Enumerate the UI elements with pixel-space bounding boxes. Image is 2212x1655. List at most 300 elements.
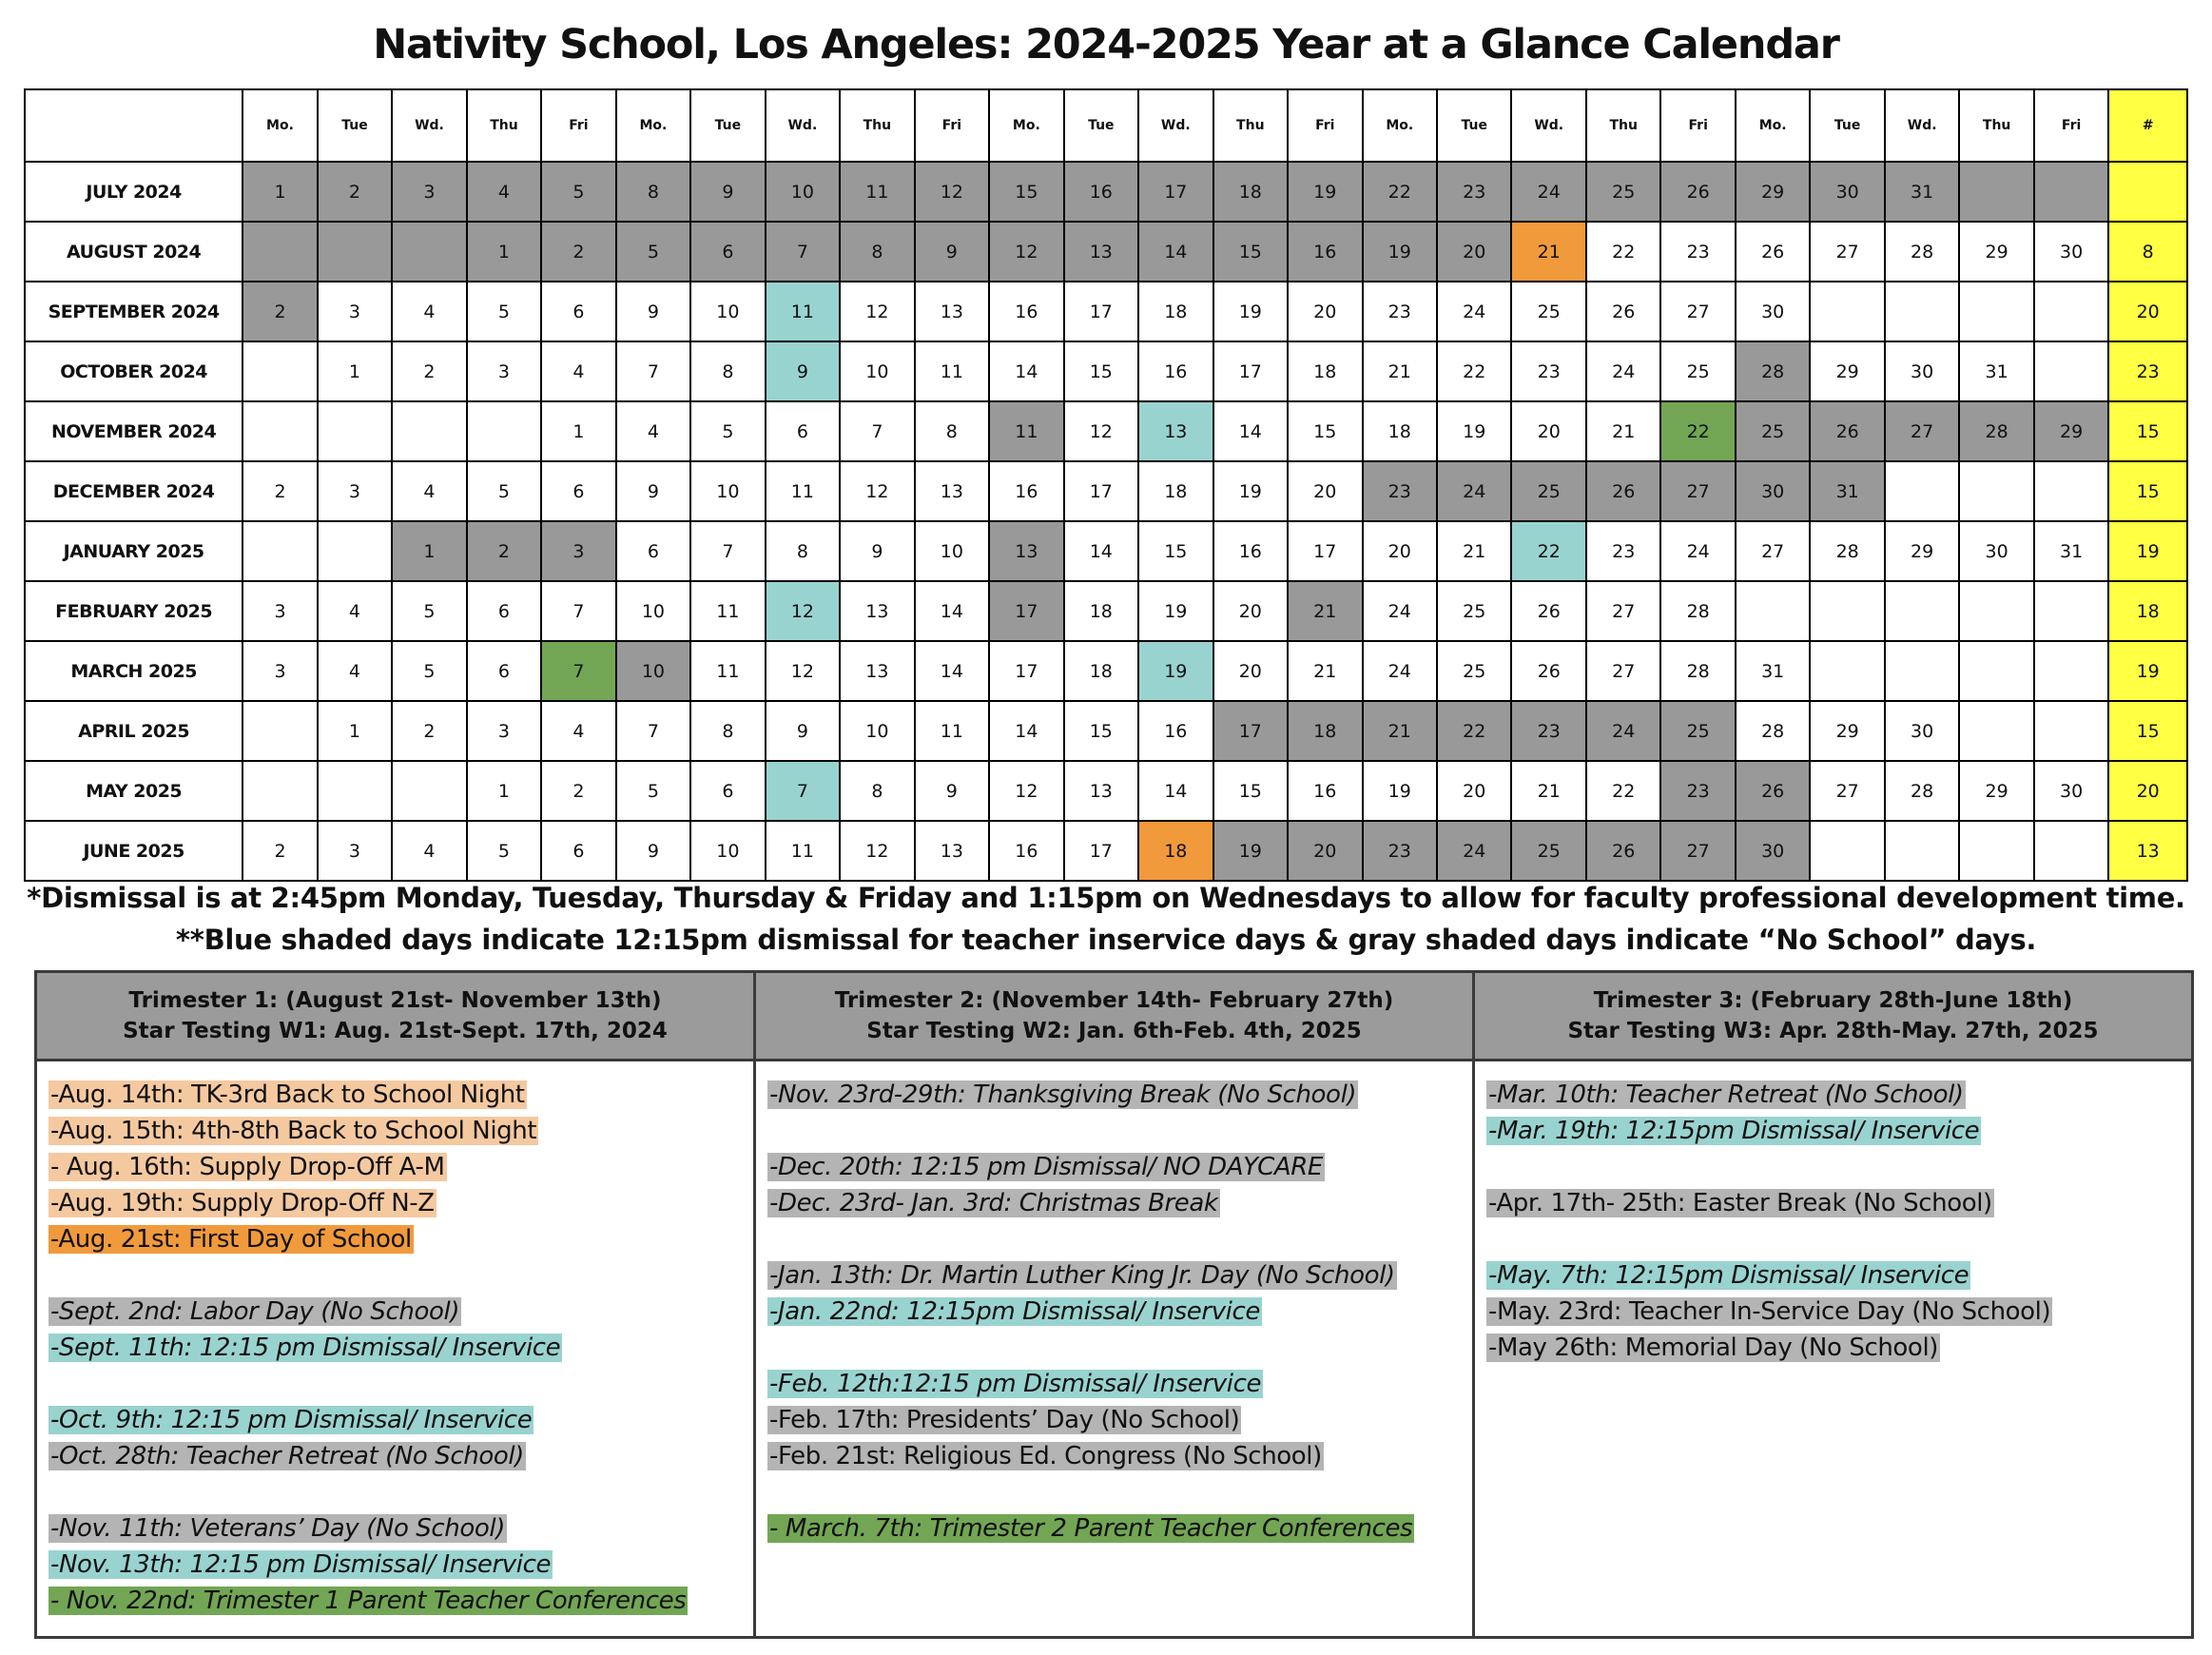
day-cell: 10 [840, 341, 914, 401]
weekday-header: Wd. [766, 89, 840, 162]
event-text: -Jan. 22nd: 12:15pm Dismissal/ Inservice [769, 1297, 1260, 1326]
day-cell: 21 [1511, 761, 1585, 821]
event-text: -Apr. 17th- 25th: Easter Break (No School) [1488, 1189, 1992, 1217]
day-cell: 4 [541, 701, 615, 761]
day-cell: 3 [318, 821, 392, 881]
month-label: APRIL 2025 [25, 701, 243, 761]
day-cell: 4 [318, 581, 392, 641]
calendar-corner-cell [25, 89, 243, 162]
day-cell: 23 [1511, 341, 1585, 401]
day-cell: 23 [1660, 761, 1735, 821]
weekday-header: Tue [1810, 89, 1884, 162]
day-cell: 12 [989, 222, 1063, 282]
day-cell: 28 [1885, 761, 1959, 821]
day-cell: 2 [243, 821, 317, 881]
day-cell [1959, 581, 2033, 641]
day-cell: 17 [1213, 341, 1288, 401]
event-line [49, 1366, 742, 1402]
day-cell: 31 [1736, 641, 1810, 701]
day-cell: 16 [1288, 761, 1362, 821]
event-text: -Jan. 13th: Dr. Martin Luther King Jr. Day (No School) [769, 1261, 1395, 1290]
day-cell: 3 [243, 641, 317, 701]
day-cell: 7 [766, 222, 840, 282]
weekday-header: Mo. [243, 89, 317, 162]
day-cell: 6 [690, 761, 765, 821]
event-line [767, 1402, 1461, 1438]
month-row [25, 401, 2187, 461]
day-cell: 30 [1885, 701, 1959, 761]
month-label: MARCH 2025 [25, 641, 243, 701]
day-cell: 10 [840, 701, 914, 761]
event-line [49, 1257, 742, 1294]
day-cell: 1 [541, 401, 615, 461]
day-cell: 27 [1810, 761, 1884, 821]
day-cell: 13 [989, 521, 1063, 581]
day-cell: 16 [989, 821, 1063, 881]
day-cell: 18 [1138, 282, 1213, 341]
trimester-2-header [755, 972, 1474, 1061]
event-line [49, 1330, 742, 1366]
day-cell: 21 [1363, 341, 1437, 401]
weekday-header: Thu [1959, 89, 2033, 162]
day-cell: 30 [1736, 282, 1810, 341]
day-cell: 6 [541, 461, 615, 521]
day-cell: 20 [1288, 821, 1362, 881]
day-cell: 2 [541, 222, 615, 282]
month-school-day-count: 8 [2108, 222, 2187, 282]
event-line [767, 1366, 1461, 1402]
day-cell: 5 [392, 641, 466, 701]
trimester-3-events [1474, 1061, 2193, 1638]
month-school-day-count: 20 [2108, 761, 2187, 821]
weekday-header: Mo. [616, 89, 690, 162]
month-label: SEPTEMBER 2024 [25, 282, 243, 341]
event-line [767, 1474, 1461, 1510]
day-cell: 1 [467, 222, 541, 282]
day-cell: 25 [1437, 641, 1511, 701]
weekday-header: Tue [1064, 89, 1138, 162]
day-cell: 4 [392, 461, 466, 521]
month-label: JULY 2024 [25, 162, 243, 222]
day-cell: 13 [840, 641, 914, 701]
day-cell: 18 [1288, 341, 1362, 401]
day-cell [2034, 701, 2108, 761]
day-cell: 9 [915, 222, 989, 282]
day-cell: 12 [840, 821, 914, 881]
day-cell: 21 [1288, 641, 1362, 701]
weekday-header: Tue [1437, 89, 1511, 162]
event-text: - Aug. 16th: Supply Drop-Off A-M [50, 1153, 445, 1181]
day-cell: 23 [1363, 821, 1437, 881]
event-line [49, 1402, 742, 1438]
day-cell: 13 [915, 282, 989, 341]
day-cell: 19 [1363, 222, 1437, 282]
day-cell: 9 [616, 282, 690, 341]
day-cell: 1 [243, 162, 317, 222]
day-cell: 8 [616, 162, 690, 222]
day-cell: 29 [1959, 761, 2033, 821]
day-cell: 3 [467, 701, 541, 761]
day-cell: 7 [616, 341, 690, 401]
month-row [25, 761, 2187, 821]
event-text: -May 26th: Memorial Day (No School) [1488, 1334, 1939, 1362]
event-line [767, 1330, 1461, 1366]
day-cell: 5 [392, 581, 466, 641]
day-cell: 28 [1810, 521, 1884, 581]
day-cell [1959, 641, 2033, 701]
month-row [25, 701, 2187, 761]
trimester-1-events [36, 1061, 755, 1638]
month-school-day-count: 18 [2108, 581, 2187, 641]
day-cell: 4 [392, 821, 466, 881]
day-cell [392, 761, 466, 821]
day-cell: 1 [318, 341, 392, 401]
day-cell: 15 [989, 162, 1063, 222]
weekday-header: Fri [1288, 89, 1362, 162]
trimester-3-testing: Star Testing W3: Apr. 28th-May. 27th, 2025 [1567, 1019, 2099, 1043]
day-cell: 25 [1586, 162, 1660, 222]
event-text: - March. 7th: Trimester 2 Parent Teacher Conferences [769, 1514, 1413, 1543]
trimester-2-title: Trimester 2: (November 14th- February 27th) [834, 988, 1394, 1013]
day-cell: 19 [1138, 581, 1213, 641]
day-cell: 14 [1064, 521, 1138, 581]
month-row [25, 461, 2187, 521]
day-cell [243, 401, 317, 461]
trimester-table [34, 970, 2194, 1639]
event-line [767, 1149, 1461, 1185]
day-cell [1959, 282, 2033, 341]
day-cell: 24 [1437, 461, 1511, 521]
day-cell: 19 [1213, 282, 1288, 341]
weekday-header: Fri [541, 89, 615, 162]
day-cell: 30 [1736, 461, 1810, 521]
event-line [1486, 1185, 2180, 1221]
month-label: FEBRUARY 2025 [25, 581, 243, 641]
day-cell: 5 [616, 761, 690, 821]
day-cell: 16 [1288, 222, 1362, 282]
day-cell: 20 [1288, 461, 1362, 521]
day-cell: 28 [1660, 641, 1735, 701]
month-row [25, 341, 2187, 401]
day-cell: 27 [1586, 641, 1660, 701]
day-cell: 2 [392, 341, 466, 401]
event-text: -Aug. 14th: TK-3rd Back to School Night [50, 1081, 525, 1109]
day-cell: 4 [318, 641, 392, 701]
day-cell: 25 [1736, 401, 1810, 461]
month-label: JUNE 2025 [25, 821, 243, 881]
day-cell: 6 [467, 581, 541, 641]
weekday-header: Fri [1660, 89, 1735, 162]
day-cell: 21 [1288, 581, 1362, 641]
month-school-day-count: 13 [2108, 821, 2187, 881]
day-cell: 13 [840, 581, 914, 641]
day-cell: 20 [1437, 761, 1511, 821]
day-cell: 22 [1437, 341, 1511, 401]
day-cell: 23 [1363, 282, 1437, 341]
day-cell: 17 [1064, 461, 1138, 521]
day-cell: 9 [840, 521, 914, 581]
day-cell: 11 [766, 461, 840, 521]
event-line [49, 1185, 742, 1221]
day-cell: 13 [915, 821, 989, 881]
day-cell: 30 [1959, 521, 2033, 581]
trimester-2-testing: Star Testing W2: Jan. 6th-Feb. 4th, 2025 [866, 1019, 1362, 1043]
day-cell: 7 [616, 701, 690, 761]
event-line [1486, 1113, 2180, 1149]
day-cell: 9 [616, 461, 690, 521]
day-cell: 27 [1885, 401, 1959, 461]
day-cell: 6 [690, 222, 765, 282]
event-text: -Dec. 23rd- Jan. 3rd: Christmas Break [769, 1189, 1218, 1217]
day-cell: 14 [1213, 401, 1288, 461]
school-days-count-header: # [2108, 89, 2187, 162]
day-cell [1885, 282, 1959, 341]
day-cell: 20 [1213, 641, 1288, 701]
event-line [767, 1510, 1461, 1547]
day-cell: 18 [1363, 401, 1437, 461]
day-cell: 15 [1288, 401, 1362, 461]
day-cell: 25 [1660, 701, 1735, 761]
weekday-header: Tue [690, 89, 765, 162]
day-cell: 28 [1660, 581, 1735, 641]
month-school-day-count: 15 [2108, 401, 2187, 461]
day-cell: 4 [392, 282, 466, 341]
day-cell: 20 [1213, 581, 1288, 641]
day-cell: 26 [1736, 761, 1810, 821]
day-cell: 19 [1437, 401, 1511, 461]
event-line [1486, 1330, 2180, 1366]
event-line [1486, 1077, 2180, 1113]
day-cell [243, 341, 317, 401]
day-cell: 15 [1064, 341, 1138, 401]
event-line [767, 1113, 1461, 1149]
day-cell: 31 [2034, 521, 2108, 581]
day-cell: 12 [766, 641, 840, 701]
day-cell: 10 [690, 821, 765, 881]
day-cell [1885, 581, 1959, 641]
day-cell: 10 [690, 461, 765, 521]
day-cell: 12 [766, 581, 840, 641]
day-cell: 7 [541, 581, 615, 641]
day-cell: 16 [989, 461, 1063, 521]
day-cell: 17 [1064, 821, 1138, 881]
month-row [25, 821, 2187, 881]
day-cell: 12 [989, 761, 1063, 821]
event-line [49, 1294, 742, 1330]
day-cell: 11 [840, 162, 914, 222]
day-cell: 6 [541, 282, 615, 341]
day-cell [243, 701, 317, 761]
event-text: -Feb. 12th:12:15 pm Dismissal/ Inservice [769, 1370, 1262, 1398]
day-cell [1810, 282, 1884, 341]
month-label: JANUARY 2025 [25, 521, 243, 581]
day-cell: 19 [1213, 461, 1288, 521]
day-cell: 23 [1660, 222, 1735, 282]
day-cell: 22 [1586, 761, 1660, 821]
event-line [49, 1113, 742, 1149]
day-cell: 8 [915, 401, 989, 461]
month-label: AUGUST 2024 [25, 222, 243, 282]
event-line [49, 1149, 742, 1185]
weekday-header: Wd. [1511, 89, 1585, 162]
month-school-day-count: 19 [2108, 521, 2187, 581]
day-cell [243, 521, 317, 581]
day-cell: 5 [690, 401, 765, 461]
weekday-header: Wd. [1885, 89, 1959, 162]
day-cell: 21 [1511, 222, 1585, 282]
event-text: -Aug. 21st: First Day of School [50, 1225, 412, 1254]
month-label: NOVEMBER 2024 [25, 401, 243, 461]
day-cell [1736, 581, 1810, 641]
day-cell [2034, 461, 2108, 521]
day-cell: 14 [989, 701, 1063, 761]
event-line [49, 1221, 742, 1257]
day-cell [392, 222, 466, 282]
day-cell [318, 401, 392, 461]
day-cell: 26 [1511, 581, 1585, 641]
day-cell: 20 [1437, 222, 1511, 282]
day-cell: 25 [1511, 821, 1585, 881]
day-cell: 22 [1437, 701, 1511, 761]
day-cell: 29 [2034, 401, 2108, 461]
trimester-3-header [1474, 972, 2193, 1061]
event-line [49, 1510, 742, 1547]
day-cell: 14 [1138, 761, 1213, 821]
event-text: -Sept. 11th: 12:15 pm Dismissal/ Inservice [50, 1334, 561, 1362]
day-cell: 11 [766, 282, 840, 341]
weekday-header: Thu [1586, 89, 1660, 162]
day-cell: 11 [989, 401, 1063, 461]
day-cell: 18 [1064, 641, 1138, 701]
day-cell: 22 [1363, 162, 1437, 222]
day-cell: 13 [1064, 761, 1138, 821]
event-text: -Aug. 19th: Supply Drop-Off N-Z [50, 1189, 435, 1217]
day-cell: 23 [1437, 162, 1511, 222]
month-row [25, 222, 2187, 282]
day-cell: 9 [915, 761, 989, 821]
day-cell [1885, 641, 1959, 701]
shading-legend-note: **Blue shaded days indicate 12:15pm dismissal for teacher inservice days & gray shaded days indicate “No School” days. [175, 924, 2037, 956]
weekday-header: Thu [1213, 89, 1288, 162]
event-text: -Dec. 20th: 12:15 pm Dismissal/ NO DAYCARE [769, 1153, 1323, 1181]
event-line [49, 1474, 742, 1510]
month-school-day-count: 23 [2108, 341, 2187, 401]
day-cell: 16 [1064, 162, 1138, 222]
day-cell: 12 [840, 282, 914, 341]
day-cell: 15 [1138, 521, 1213, 581]
day-cell: 25 [1511, 282, 1585, 341]
day-cell: 8 [840, 761, 914, 821]
day-cell [1810, 581, 1884, 641]
dismissal-note: *Dismissal is at 2:45pm Monday, Tuesday, Thursday & Friday and 1:15pm on Wednesdays to allow for faculty professional development time. [27, 882, 2185, 914]
day-cell: 23 [1586, 521, 1660, 581]
day-cell: 25 [1437, 581, 1511, 641]
day-cell: 12 [915, 162, 989, 222]
day-cell: 4 [541, 341, 615, 401]
day-cell: 19 [1288, 162, 1362, 222]
day-cell: 14 [915, 641, 989, 701]
weekday-header: Wd. [1138, 89, 1213, 162]
day-cell: 19 [1213, 821, 1288, 881]
day-cell: 26 [1736, 222, 1810, 282]
event-line [767, 1077, 1461, 1113]
event-text: -Feb. 17th: Presidents’ Day (No School) [769, 1406, 1240, 1434]
day-cell: 29 [1810, 701, 1884, 761]
day-cell: 19 [1363, 761, 1437, 821]
day-cell: 3 [467, 341, 541, 401]
day-cell: 24 [1437, 282, 1511, 341]
event-text: -Feb. 21st: Religious Ed. Congress (No School) [769, 1442, 1322, 1470]
day-cell: 17 [989, 581, 1063, 641]
day-cell [2034, 282, 2108, 341]
day-cell: 2 [467, 521, 541, 581]
trimester-2-events [755, 1061, 1474, 1638]
day-cell: 27 [1586, 581, 1660, 641]
day-cell: 7 [541, 641, 615, 701]
day-cell: 29 [1810, 341, 1884, 401]
day-cell: 10 [616, 581, 690, 641]
day-cell [2034, 162, 2108, 222]
month-row [25, 581, 2187, 641]
month-row [25, 162, 2187, 222]
day-cell: 7 [690, 521, 765, 581]
day-cell: 30 [1810, 162, 1884, 222]
day-cell: 3 [318, 282, 392, 341]
day-cell: 28 [1885, 222, 1959, 282]
day-cell: 20 [1511, 401, 1585, 461]
day-cell: 15 [1213, 222, 1288, 282]
day-cell: 25 [1660, 341, 1735, 401]
day-cell: 6 [541, 821, 615, 881]
day-cell: 11 [766, 821, 840, 881]
day-cell [2034, 341, 2108, 401]
day-cell: 12 [840, 461, 914, 521]
day-cell: 14 [915, 581, 989, 641]
event-line [49, 1077, 742, 1113]
day-cell: 15 [1213, 761, 1288, 821]
event-text: -Mar. 19th: 12:15pm Dismissal/ Inservice [1488, 1117, 1980, 1145]
month-label: DECEMBER 2024 [25, 461, 243, 521]
trimester-1-testing: Star Testing W1: Aug. 21st-Sept. 17th, 2024 [123, 1019, 668, 1043]
day-cell: 15 [1064, 701, 1138, 761]
day-cell: 3 [541, 521, 615, 581]
event-line [49, 1438, 742, 1474]
weekday-header: Fri [915, 89, 989, 162]
event-text: -May. 7th: 12:15pm Dismissal/ Inservice [1488, 1261, 1969, 1290]
day-cell: 27 [1660, 821, 1735, 881]
event-text: -Nov. 11th: Veterans’ Day (No School) [50, 1514, 505, 1543]
day-cell: 26 [1586, 461, 1660, 521]
day-cell: 13 [1064, 222, 1138, 282]
day-cell: 9 [766, 341, 840, 401]
day-cell [2034, 641, 2108, 701]
month-row [25, 521, 2187, 581]
day-cell: 28 [1736, 341, 1810, 401]
trimester-1-header [36, 972, 755, 1061]
day-cell: 22 [1511, 521, 1585, 581]
day-cell: 17 [1138, 162, 1213, 222]
day-cell: 4 [616, 401, 690, 461]
day-cell: 24 [1511, 162, 1585, 222]
day-cell: 30 [2034, 761, 2108, 821]
day-cell: 1 [392, 521, 466, 581]
day-cell: 24 [1363, 641, 1437, 701]
month-row [25, 282, 2187, 341]
weekday-header: Thu [467, 89, 541, 162]
day-cell: 21 [1586, 401, 1660, 461]
day-cell: 24 [1363, 581, 1437, 641]
event-line [1486, 1257, 2180, 1294]
